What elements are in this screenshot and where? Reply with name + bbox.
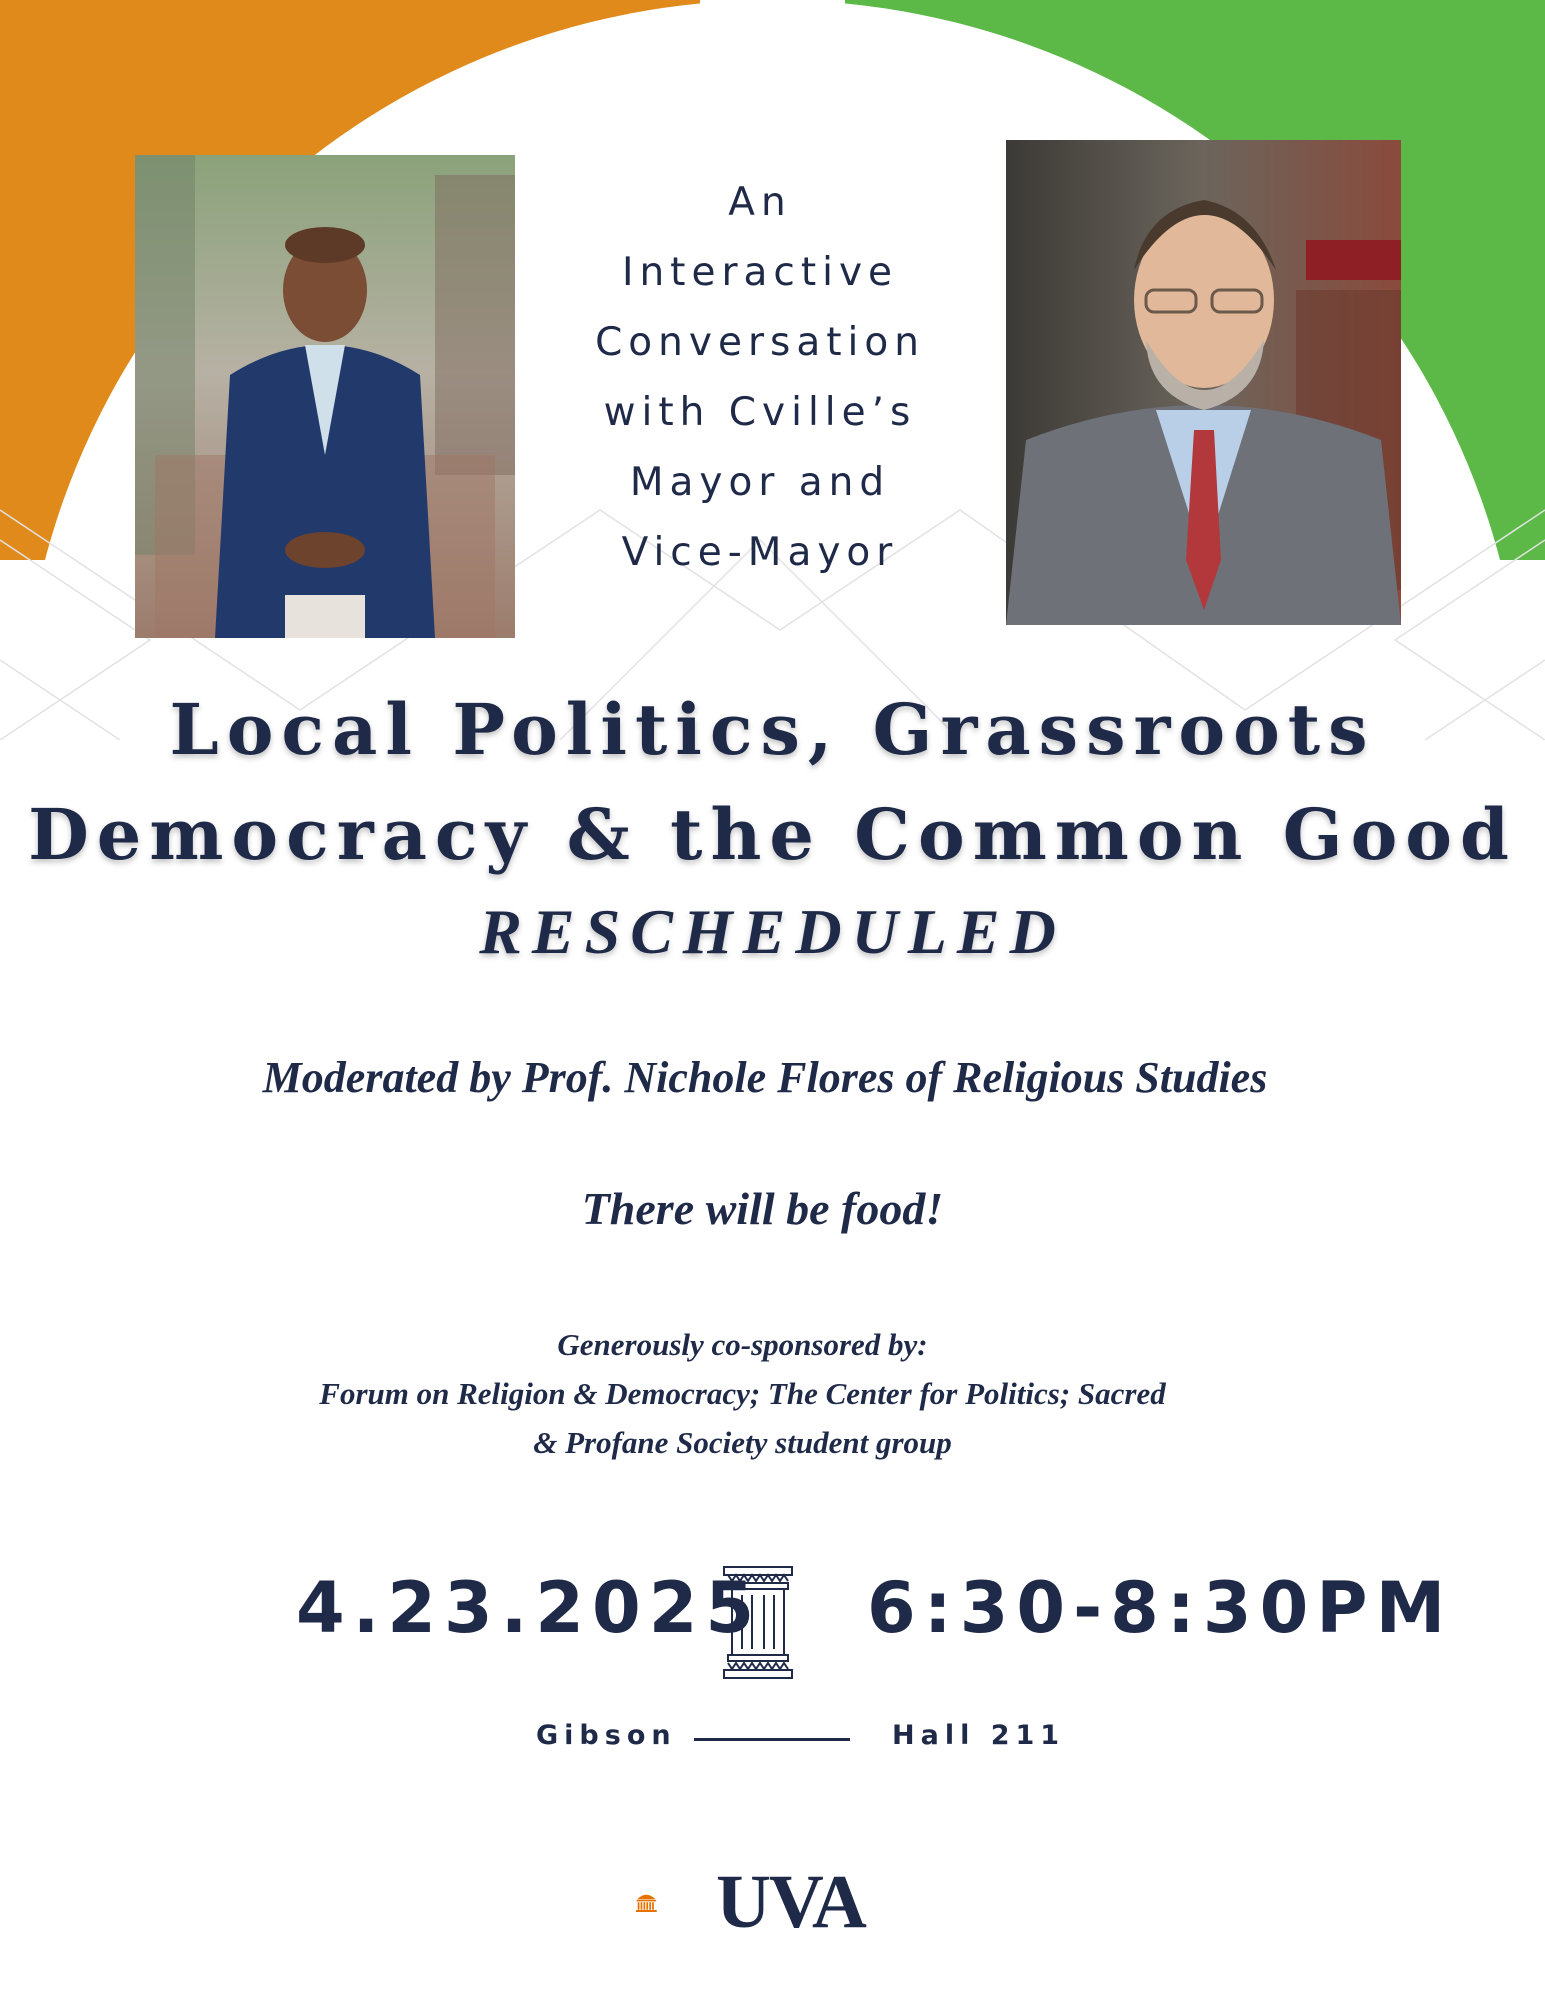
sponsors-line: Forum on Religion & Democracy; The Center for Politics; Sacred (319, 1376, 1166, 1411)
vice-mayor-photo (1006, 140, 1401, 625)
rotunda-icon (636, 1864, 708, 1939)
uva-logo-text: UVA (716, 1860, 865, 1944)
intro-text (590, 168, 930, 588)
event-date: 4.23.2025 (296, 1567, 763, 1649)
event-time: 6:30-8:30PM (867, 1567, 1454, 1649)
column-icon (722, 1565, 794, 1680)
intro-line: An (728, 180, 792, 225)
rescheduled-label: RESCHEDULED (479, 896, 1066, 967)
sponsors-block (160, 1320, 1325, 1467)
mayor-photo (135, 155, 515, 638)
intro-line: Conversation (595, 320, 925, 365)
intro-line: Mayor and (629, 460, 891, 505)
location-divider (694, 1738, 850, 1741)
intro-line: with Cville’s (603, 390, 917, 435)
food-note: There will be food! (581, 1183, 944, 1234)
event-title-line1: Local Politics, Grassroots (169, 688, 1376, 771)
location-building: Gibson (536, 1720, 677, 1751)
sponsors-line: & Profane Society student group (533, 1425, 952, 1460)
intro-line: Interactive (621, 250, 899, 295)
intro-line: Vice-Mayor (621, 530, 899, 575)
moderator-text: Moderated by Prof. Nichole Flores of Religious Studies (262, 1053, 1268, 1102)
location-room: Hall 211 (892, 1720, 1066, 1751)
event-title-line2: Democracy & the Common Good (28, 793, 1517, 876)
sponsors-heading: Generously co-sponsored by: (557, 1327, 928, 1362)
